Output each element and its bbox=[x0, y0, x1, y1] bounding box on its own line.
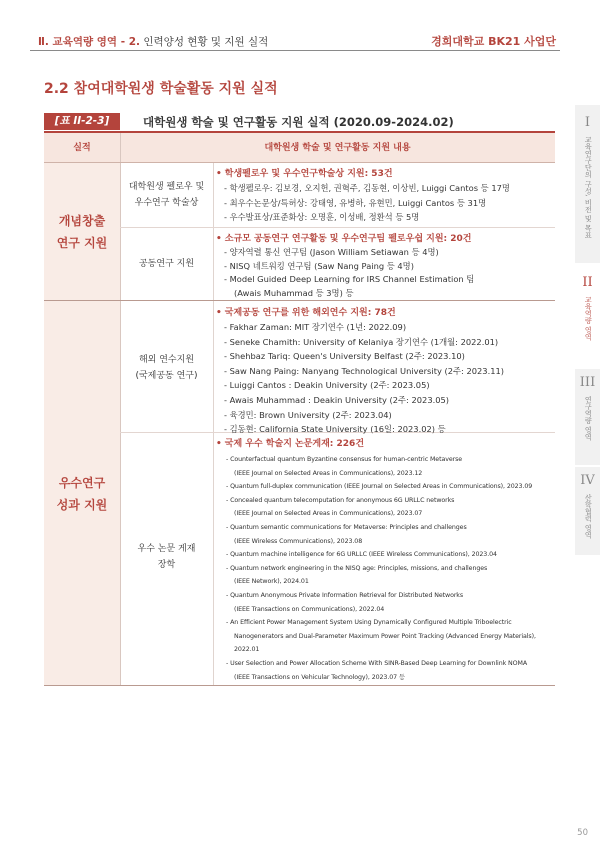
side-tab-label: 교육연구단의 구성, 비전 및 목표 bbox=[584, 136, 593, 239]
chapter-side-nav bbox=[575, 105, 600, 555]
list-item: - 김동현: California State University (16일: 2023.02) 등 bbox=[224, 424, 446, 435]
list-item: - Awais Muhammad : Deakin University (2주: 2023.05) bbox=[224, 394, 450, 405]
list-item: - Seneke Chamith: University of Kelaniya 장기연수 (1개월: 2022.01) bbox=[224, 336, 499, 347]
paper-item: - Counterfactual quantum Byzantine consensus for human-centric Metaverse bbox=[226, 456, 463, 463]
page-number: 50 bbox=[577, 828, 588, 838]
content-block-joint-research bbox=[216, 233, 556, 300]
subcategory-fellow bbox=[120, 179, 213, 211]
category-label-line1: 개념창출 bbox=[58, 214, 106, 228]
row-divider bbox=[120, 227, 555, 228]
content-block-fellow bbox=[216, 168, 556, 225]
list-item: - 학생펠로우: 김보경, 오지헌, 권혁주, 김동현, 이상빈, Luiggi Cantos 등 17명 bbox=[224, 183, 510, 193]
paper-item-continuation: (IEEE Journal on Selected Areas in Communications), 2023.07 bbox=[234, 510, 423, 518]
paper-item: - Quantum semantic communications for Metaverse: Principles and challenges bbox=[226, 523, 467, 531]
category-label-line1: 우수연구 bbox=[58, 476, 106, 490]
side-tab-numeral: I bbox=[584, 115, 591, 130]
running-header-right: 경희대학교 BK21 사업단 bbox=[431, 35, 556, 48]
subcategory-line: 우수연구 학술상 bbox=[134, 198, 199, 208]
side-tab-chapter-3[interactable] bbox=[575, 369, 600, 465]
section-title: 2.2 참여대학원생 학술활동 지원 실적 bbox=[44, 81, 278, 97]
side-tab-label: 산학협력 영역 bbox=[584, 494, 593, 539]
paper-item: - Quantum network engineering in the NISQ age: Principles, missions, and challenges bbox=[226, 564, 488, 572]
paper-item-continuation: (IEEE Transactions on Communications), 2022.04 bbox=[234, 605, 385, 613]
side-tab-numeral: III bbox=[579, 375, 596, 390]
list-item: - Model Guided Deep Learning for IRS Channel Estimation 팀 bbox=[224, 274, 475, 284]
subcategory-overseas bbox=[120, 352, 213, 384]
subcategory-paper-scholarship bbox=[120, 541, 213, 573]
subcategory-joint-research: 공동연구 지원 bbox=[138, 259, 195, 269]
category-label-line2: 연구 지원 bbox=[56, 236, 108, 250]
paper-item-continuation: (IEEE Network), 2024.01 bbox=[234, 578, 309, 586]
side-tab-label: 연구역량 영역 bbox=[584, 396, 593, 441]
paper-item: - Quantum full-duplex communication (IEEE Journal on Selected Areas in Communications), 2023.09 bbox=[226, 483, 533, 491]
table-tag: [표 II-2-3] bbox=[44, 113, 120, 130]
running-header-left bbox=[38, 34, 268, 49]
category-cell-concept bbox=[44, 163, 120, 300]
subcategory-line: 장학 bbox=[157, 560, 176, 570]
paper-item: - An Efficient Power Management System Using Dynamically Configured Multiple Triboelectric bbox=[226, 619, 512, 627]
list-item: - Luiggi Cantos : Deakin University (2주: 2023.05) bbox=[224, 380, 430, 391]
table-bottom-rule bbox=[44, 685, 555, 686]
side-tab-label: 교육역량 영역 bbox=[584, 296, 593, 341]
block-heading-text: 학생펠로우 및 우수연구학술상 지원: 53건 bbox=[224, 169, 393, 179]
column-header-achievement: 실적 bbox=[73, 143, 91, 153]
block-heading bbox=[216, 168, 556, 181]
paper-item-continuation: (IEEE Wireless Communications), 2023.08 bbox=[234, 537, 363, 545]
side-tab-chapter-4[interactable] bbox=[575, 467, 600, 555]
bullet-icon: • bbox=[216, 169, 222, 179]
group-divider bbox=[44, 300, 555, 301]
category-cell-research bbox=[44, 301, 120, 685]
table-inner-vertical-rule bbox=[213, 163, 214, 685]
category-label-line2: 성과 지원 bbox=[56, 498, 108, 512]
side-tab-chapter-2[interactable] bbox=[575, 267, 600, 367]
running-header-rest: 인력양성 현황 및 지원 실적 bbox=[140, 36, 269, 48]
subcategory-line: 대학원생 펠로우 및 bbox=[128, 182, 205, 192]
subcategory-line: 해외 연수지원 bbox=[138, 355, 195, 365]
table-vertical-rule bbox=[120, 133, 121, 685]
table-caption: 대학원생 학술 및 연구활동 지원 실적 (2020.09-2024.02) bbox=[143, 115, 454, 129]
paper-item-continuation: (IEEE Journal on Selected Areas in Communications), 2023.12 bbox=[234, 469, 423, 477]
list-item: - 최우수논문상/특허상: 강태영, 유병하, 유현민, Luiggi Cantos 등 31명 bbox=[224, 197, 487, 208]
header-divider bbox=[30, 50, 560, 51]
paper-item: - Quantum machine intelligence for 6G URLLC (IEEE Wireless Communications), 2023.04 bbox=[226, 551, 497, 559]
list-item: - Shehbaz Tariq: Queen's University Belfast (2주: 2023.10) bbox=[224, 351, 465, 362]
block-heading bbox=[216, 233, 556, 246]
bullet-icon: • bbox=[216, 308, 222, 318]
list-item: - 우수발표상/표준화상: 오명훈, 이성배, 정환석 등 5명 bbox=[224, 212, 420, 222]
column-header-content: 대학원생 학술 및 연구활동 지원 내용 bbox=[264, 143, 411, 153]
list-item-continuation: (Awais Muhammad 등 3명) 등 bbox=[234, 287, 354, 298]
side-tab-numeral: II bbox=[582, 275, 593, 290]
running-header-prefix: Ⅱ. 교육역량 영역 - 2. bbox=[38, 36, 141, 48]
content-block-papers bbox=[216, 438, 556, 684]
list-item: - Fakhar Zaman: MIT 장기연수 (1년: 2022.09) bbox=[224, 322, 407, 332]
block-heading bbox=[216, 438, 556, 451]
subcategory-line: (국제공동 연구) bbox=[135, 371, 198, 381]
paper-item: - User Selection and Power Allocation Scheme With SINR-Based Deep Learning for Downlink NOMA bbox=[226, 659, 528, 667]
list-item: - 양자역렬 통신 연구팀 (Jason William Setiawan 등 4명) bbox=[224, 247, 439, 257]
paper-item-continuation: Nanogenerators and Dual-Parameter Maximum Power Point Tracking (Advanced Energy Materials), bbox=[234, 632, 536, 640]
block-heading bbox=[216, 307, 556, 320]
block-heading-text: 국제공동 연구를 위한 해외연수 지원: 78건 bbox=[224, 308, 396, 318]
subcategory-line: 우수 논문 게재 bbox=[137, 544, 196, 554]
paper-item-continuation: 2022.01 bbox=[234, 646, 260, 654]
list-item: - 육경민: Brown University (2주: 2023.04) bbox=[224, 409, 392, 420]
list-item: - NISQ 네트워킹 연구팀 (Saw Nang Paing 등 4명) bbox=[224, 260, 414, 271]
side-tab-numeral: IV bbox=[580, 473, 595, 488]
block-heading-text: 소규모 공동연구 연구활동 및 우수연구팀 펠로우쉽 지원: 20건 bbox=[224, 234, 472, 244]
side-tab-chapter-1[interactable] bbox=[575, 105, 600, 263]
bullet-icon: • bbox=[216, 439, 222, 449]
content-block-overseas bbox=[216, 307, 556, 437]
block-heading-text: 국제 우수 학술지 논문게재: 226건 bbox=[224, 439, 365, 449]
paper-item-continuation: (IEEE Transactions on Vehicular Technology), 2023.07 등 bbox=[234, 673, 405, 681]
list-item: - Saw Nang Paing: Nanyang Technological University (2주: 2023.11) bbox=[224, 365, 505, 376]
paper-item: - Quantum Anonymous Private Information Retrieval for Distributed Networks bbox=[226, 591, 464, 599]
paper-item: - Concealed quantum telecomputation for anonymous 6G URLLC networks bbox=[226, 496, 455, 504]
bullet-icon: • bbox=[216, 234, 222, 244]
header-bottom-rule bbox=[44, 162, 555, 163]
